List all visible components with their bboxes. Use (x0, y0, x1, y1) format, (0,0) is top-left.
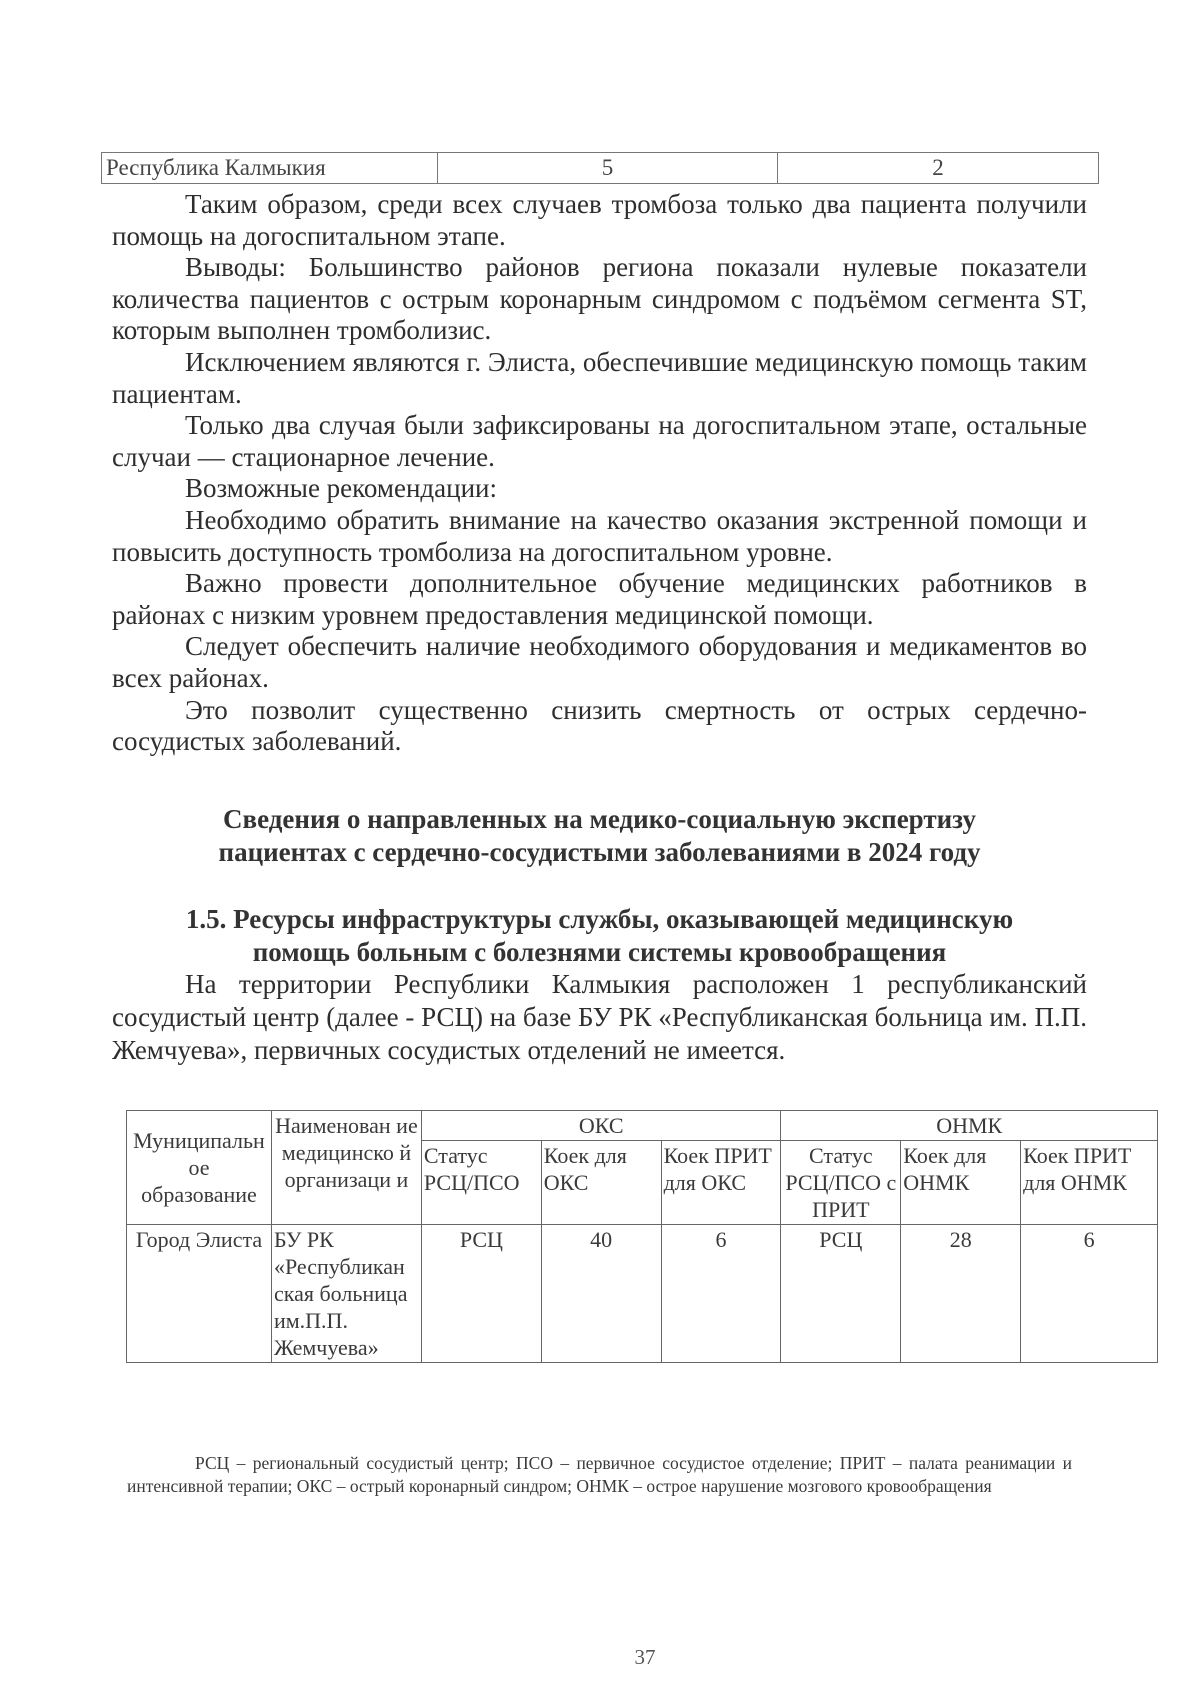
header-oks-beds: Коек для ОКС (541, 1141, 661, 1225)
paragraph: На территории Республики Калмыкия расположен 1 республиканский сосудистый центр (далее - РСЦ) на базе БУ РК «Республиканская больница им. П.П. Жемчуева», первичных сосудистых отделений не имеется. (112, 969, 1087, 1065)
cell-onmk-icu: 6 (1021, 1225, 1158, 1363)
cell-onmk-status: РСЦ (781, 1225, 901, 1363)
cell-municipality: Город Элиста (127, 1225, 272, 1363)
cell-onmk-beds: 28 (901, 1225, 1021, 1363)
paragraph: Это позволит существенно снизить смертность от острых сердечно-сосудистых заболеваний. (112, 694, 1087, 757)
cell-organization: БУ РК «Республикан ская больница им.П.П. Жемчуева» (271, 1225, 421, 1363)
region-cell: Республика Калмыкия (102, 153, 438, 184)
header-onmk-status: Статус РСЦ/ПСО с ПРИТ (781, 1141, 901, 1225)
cell-oks-beds: 40 (541, 1225, 661, 1363)
value-cell-2: 2 (778, 153, 1099, 184)
header-municipality: Муниципальн ое образование (127, 1111, 272, 1225)
value-cell-1: 5 (438, 153, 778, 184)
paragraph: Только два случая были зафиксированы на догоспитальном этапе, остальные случаи — стационарное лечение. (112, 410, 1087, 472)
paragraph: Следует обеспечить наличие необходимого оборудования и медикаментов во всех районах. (112, 631, 1087, 693)
paragraph: Возможные рекомендации: (185, 473, 497, 504)
heading-line: пациентах с сердечно-сосудистыми заболеваниями в 2024 году (218, 837, 981, 867)
footnote-text: РСЦ – региональный сосудистый центр; ПСО – первичное сосудистое отделение; ПРИТ – палата реанимации и интенсивной терапии; ОКС – острый коронарный синдром; ОНМК – острое нарушение мозгового кровообращения (127, 1453, 1072, 1496)
header-onmk-group: ОНМК (781, 1111, 1158, 1141)
table-header-row (127, 1111, 1158, 1141)
header-onmk-icu: Коек ПРИТ для ОНМК (1021, 1141, 1158, 1225)
table-row (127, 1225, 1158, 1363)
header-onmk-beds: Коек для ОНМК (901, 1141, 1021, 1225)
conclusions-text (112, 189, 1087, 758)
header-organization: Наименован ие медицинско й организаци и (271, 1111, 421, 1225)
paragraph: Выводы: Большинство районов региона показали нулевые показатели количества пациентов с острым коронарным синдромом с подъёмом сегмента ST, которым выполнен тромболизис. (112, 252, 1087, 346)
infrastructure-section-heading (112, 903, 1087, 969)
infrastructure-text (112, 968, 1087, 1067)
header-oks-status: Статус РСЦ/ПСО (421, 1141, 541, 1225)
cell-oks-icu: 6 (661, 1225, 781, 1363)
page-number: 37 (634, 1645, 656, 1669)
paragraph: Исключением являются г. Элиста, обеспечившие медицинскую помощь таким пациентам. (112, 346, 1087, 409)
msa-section-heading (112, 803, 1087, 869)
paragraph: Таким образом, среди всех случаев тромбоза только два пациента получили помощь на догоспитальном этапе. (112, 189, 1087, 251)
header-oks-group: ОКС (421, 1111, 780, 1141)
header-oks-icu: Коек ПРИТ для ОКС (661, 1141, 781, 1225)
paragraph: Необходимо обратить внимание на качество оказания экстренной помощи и повысить доступность тромболиза на догоспитальном уровне. (112, 504, 1087, 567)
heading-line: помощь больным с болезнями системы кровообращения (252, 937, 947, 967)
cell-oks-status: РСЦ (421, 1225, 541, 1363)
table-row (102, 153, 1099, 184)
vascular-center-table (126, 1110, 1158, 1363)
heading-line: 1.5. Ресурсы инфраструктуры службы, оказывающей медицинскую (185, 904, 1014, 934)
paragraph: Важно провести дополнительное обучение медицинских работников в районах с низким уровнем предоставления медицинской помощи. (112, 568, 1087, 630)
table-footnote (127, 1452, 1072, 1498)
summary-table-row (101, 152, 1099, 184)
heading-line: Сведения о направленных на медико-социальную экспертизу (223, 804, 976, 834)
